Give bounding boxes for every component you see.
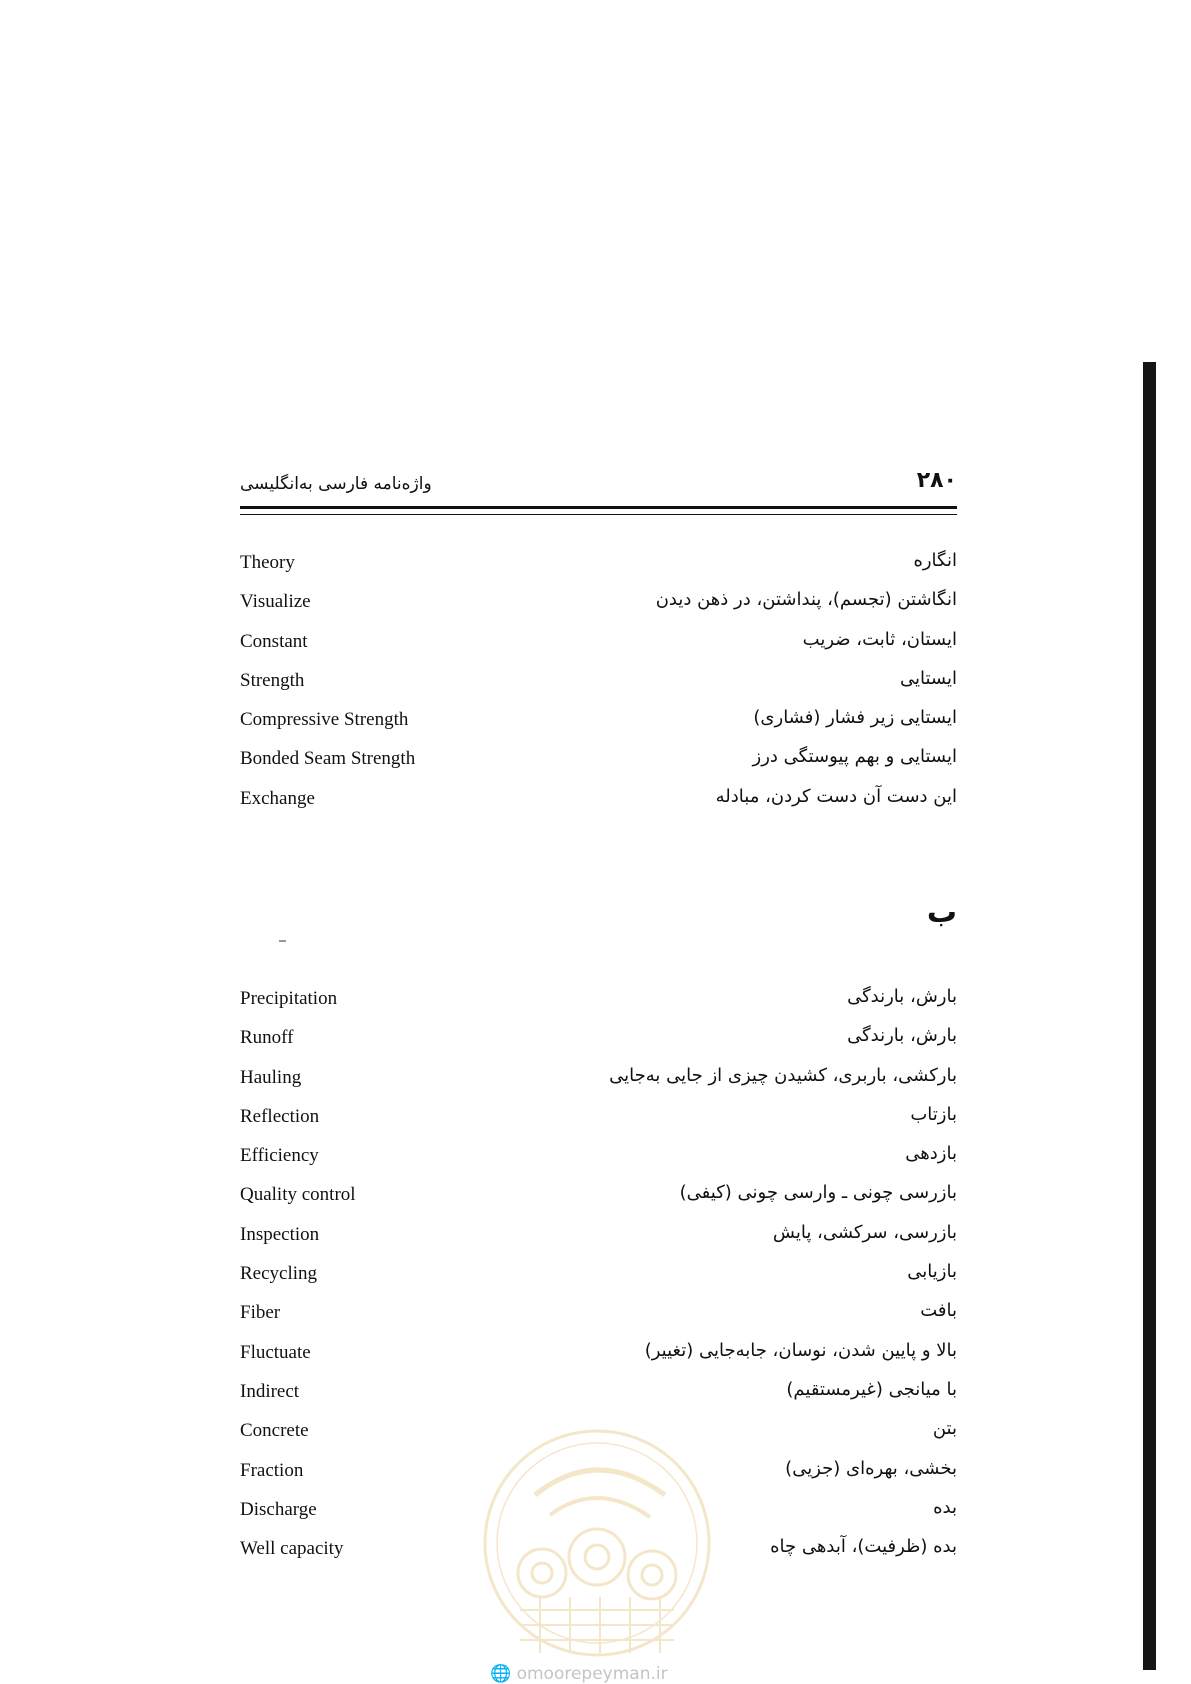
page-edge-bar	[1143, 362, 1156, 1670]
english-term: Fraction	[240, 1459, 304, 1481]
english-term: Quality control	[240, 1184, 356, 1206]
persian-term: بافت	[920, 1300, 957, 1322]
english-term: Visualize	[240, 591, 311, 613]
english-term: Fluctuate	[240, 1341, 311, 1363]
persian-term: ایستایی و بهم پیوستگی درز	[752, 746, 957, 768]
english-term: Constant	[240, 630, 308, 652]
persian-term: ایستایی	[900, 667, 957, 689]
persian-term: با میانجی (غیرمستقیم)	[786, 1378, 957, 1400]
glossary-entry	[240, 548, 957, 587]
watermark-url-text: omoorepeyman.ir	[516, 1664, 668, 1684]
english-term: Reflection	[240, 1105, 320, 1127]
glossary-entry	[240, 666, 957, 705]
english-term: Hauling	[240, 1066, 302, 1088]
persian-term: بازرسی، سرکشی، پایش	[772, 1221, 957, 1243]
persian-term: بازتاب	[910, 1103, 957, 1125]
english-term: Indirect	[240, 1380, 300, 1402]
english-term: Compressive Strength	[240, 709, 409, 731]
persian-term: بده (ظرفیت)، آبدهی چاه	[770, 1536, 957, 1558]
watermark-url	[490, 1664, 668, 1684]
watermark-logo	[480, 1425, 714, 1665]
english-term: Fiber	[240, 1302, 281, 1324]
glossary-entry	[240, 1102, 957, 1141]
persian-term: بخشی، بهره‌ای (جزیی)	[785, 1457, 957, 1479]
glossary-entry	[240, 784, 957, 823]
persian-term: بالا و پایین شدن، نوسان، جابه‌جایی (تغییر)	[644, 1339, 957, 1361]
persian-term: ایستایی زیر فشار (فشاری)	[753, 707, 957, 729]
glossary-entry	[240, 744, 957, 783]
header-rule-thick	[240, 506, 957, 509]
persian-term: ایستان، ثابت، ضریب	[802, 628, 957, 650]
persian-term: بارکشی، باربری، کشیدن چیزی از جایی به‌جایی	[609, 1064, 957, 1086]
english-term: Efficiency	[240, 1145, 319, 1167]
persian-term: بده	[933, 1496, 957, 1518]
persian-term: بتن	[932, 1418, 957, 1440]
globe-icon: 🌐	[490, 1664, 512, 1684]
running-title: واژه‌نامه فارسی به‌انگلیسی	[240, 474, 432, 494]
glossary-entry	[240, 587, 957, 626]
persian-term: انگاره	[913, 550, 957, 571]
glossary-entry	[240, 1023, 957, 1062]
persian-term: بارش، بارندگی	[847, 1025, 957, 1047]
english-term: Discharge	[240, 1498, 317, 1520]
glossary-entry	[240, 1338, 957, 1377]
glossary-entry	[240, 1298, 957, 1337]
glossary-entry	[240, 1141, 957, 1180]
persian-term: بازیابی	[907, 1261, 957, 1283]
persian-term: بازدهی	[905, 1143, 957, 1165]
glossary-entry	[240, 1259, 957, 1298]
english-term: Strength	[240, 669, 305, 691]
english-term: Concrete	[240, 1420, 309, 1442]
english-term: Precipitation	[240, 988, 338, 1009]
page-number: ۲۸۰	[916, 468, 957, 493]
english-term: Runoff	[240, 1027, 294, 1049]
glossary-entry	[240, 627, 957, 666]
glossary-entry	[240, 1377, 957, 1416]
persian-term: بارش، بارندگی	[847, 986, 957, 1007]
glossary-entry	[240, 1180, 957, 1219]
english-term: Theory	[240, 552, 295, 573]
persian-term: این دست آن دست کردن، مبادله	[715, 785, 957, 807]
english-term: Recycling	[240, 1263, 318, 1285]
header-rule-thin	[240, 514, 957, 515]
persian-term: بازرسی چونی ـ وارسی چونی (کیفی)	[679, 1182, 957, 1204]
scan-speck	[279, 940, 286, 942]
glossary-section-alef	[240, 548, 957, 823]
glossary-entry	[240, 984, 957, 1023]
glossary-entry	[240, 705, 957, 744]
page-header	[240, 468, 957, 502]
english-term: Bonded Seam Strength	[240, 748, 416, 770]
section-letter-be: ب	[926, 895, 957, 930]
glossary-entry	[240, 1063, 957, 1102]
english-term: Well capacity	[240, 1538, 344, 1560]
persian-term: انگاشتن (تجسم)، پنداشتن، در ذهن دیدن	[655, 589, 957, 611]
english-term: Inspection	[240, 1223, 320, 1245]
english-term: Exchange	[240, 787, 315, 809]
glossary-entry	[240, 1220, 957, 1259]
